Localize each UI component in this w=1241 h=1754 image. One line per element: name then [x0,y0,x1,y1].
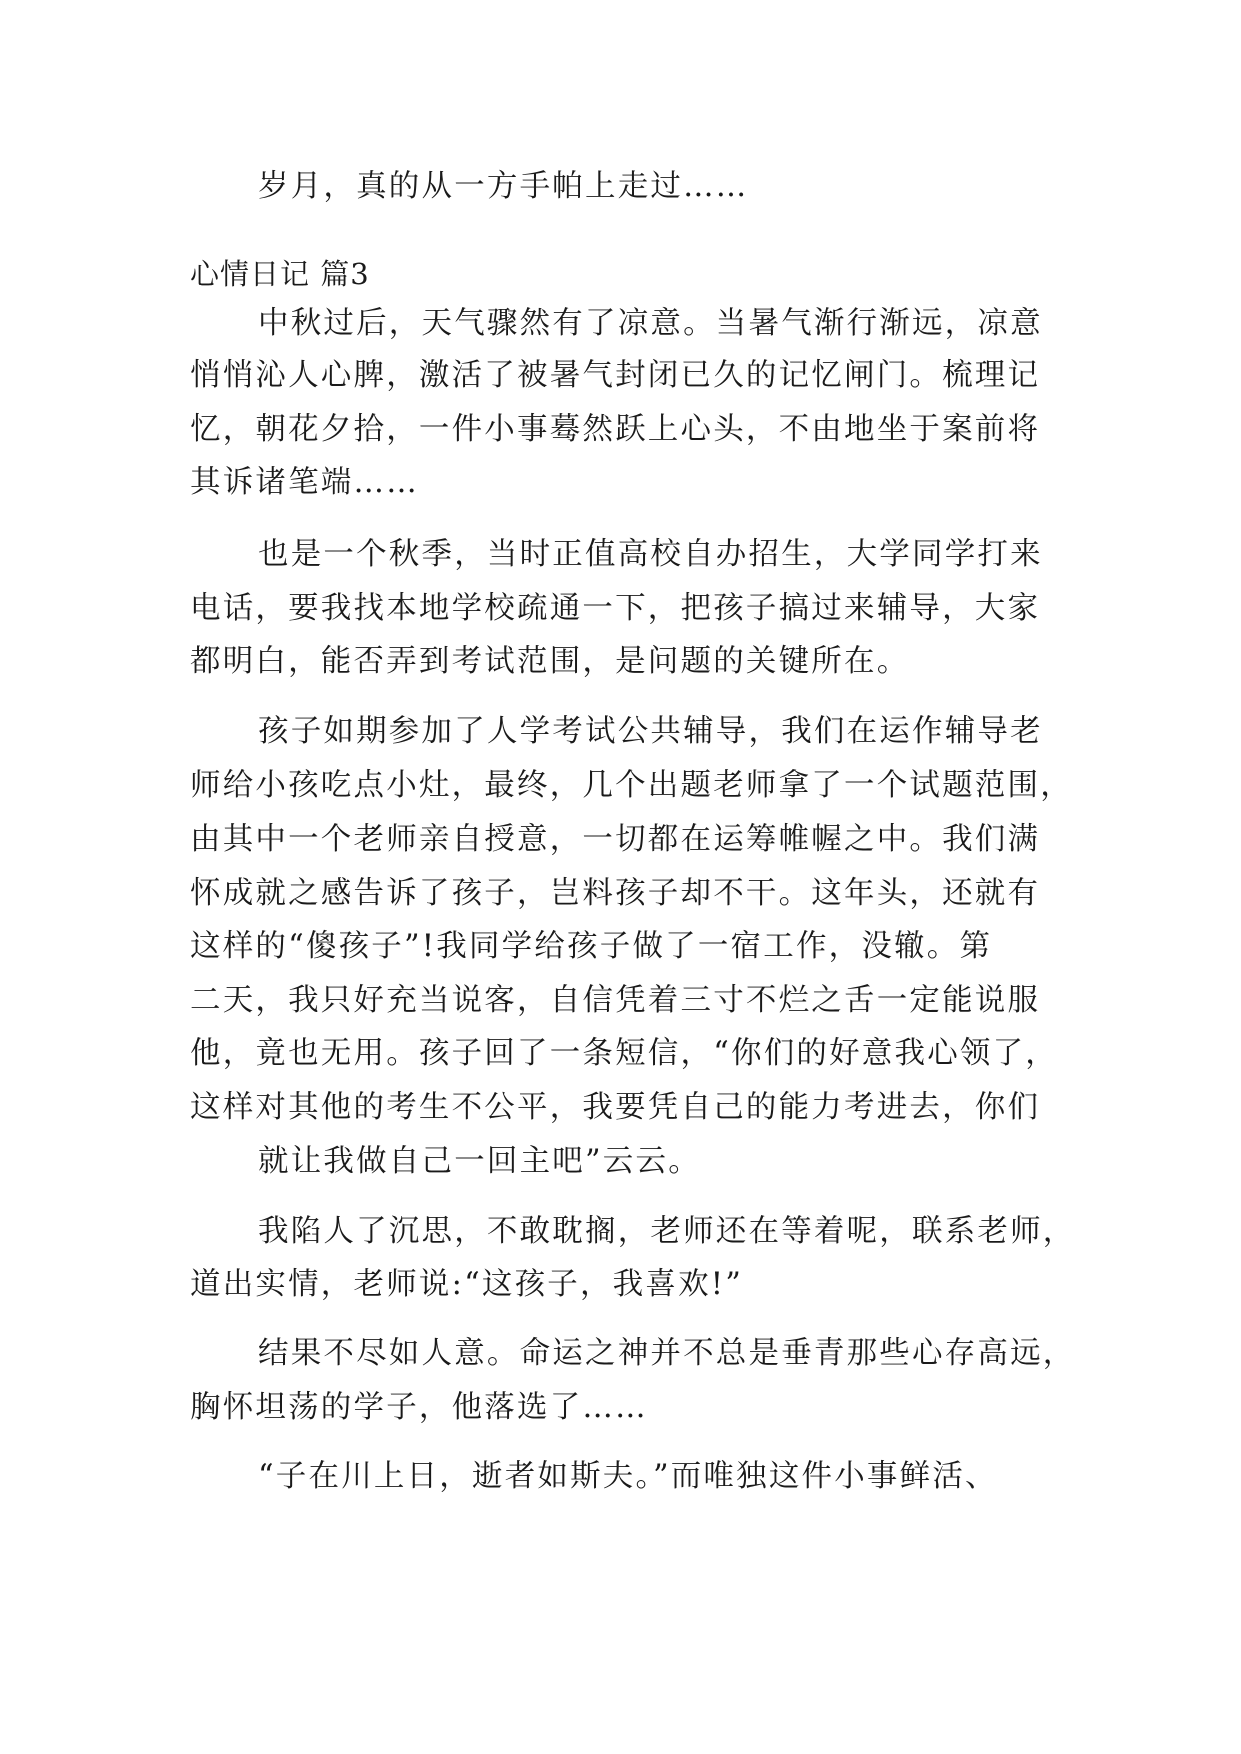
text-line: 他，竟也无用。孩子回了一条短信，“你们的好意我心领了， [190,1036,1058,1071]
text-line: 胸怀坦荡的学子，他落选了…… [190,1390,648,1425]
text-line: 道出实情，老师说:“这孩子，我喜欢!” [190,1267,744,1302]
text-line: 中秋过后，天气骤然有了凉意。当暑气渐行渐远，凉意 [258,306,1043,341]
text-line: 都明白，能否弄到考试范围，是问题的关键所在。 [190,644,910,679]
text-line: 电话，要我找本地学校疏通一下，把孩子搞过来辅导，大家 [190,591,1041,626]
text-line: 由其中一个老师亲自授意，一切都在运筹帷幄之中。我们满 [190,822,1041,857]
text-line: “子在川上日，逝者如斯夫。”而唯独这件小事鲜活、 [258,1459,998,1494]
text-line: 我陷人了沉思，不敢耽搁，老师还在等着呢，联系老师， [258,1214,1076,1249]
text-line: 就让我做自己一回主吧”云云。 [258,1144,701,1179]
text-line: 这样对其他的考生不公平，我要凭自己的能力考进去，你们 [190,1090,1041,1125]
text-line: 悄悄沁人心脾，激活了被暑气封闭已久的记忆闸门。梳理记 [190,358,1041,393]
text-line: 孩子如期参加了人学考试公共辅导，我们在运作辅导老 [258,714,1043,749]
text-line: 怀成就之感告诉了孩子，岂料孩子却不干。这年头，还就有 [190,876,1041,911]
text-line: 其诉诸笔端…… [190,465,419,500]
text-line: 这样的“傻孩子”!我同学给孩子做了一宿工作，没辙。第 [190,929,993,964]
section-heading: 心情日记 篇3 [190,257,370,291]
text-line: 师给小孩吃点小灶，最终，几个出题老师拿了一个试题范围， [190,768,1073,803]
text-line: 结果不尽如人意。命运之神并不总是垂青那些心存高远， [258,1336,1076,1371]
text-line: 忆，朝花夕拾，一件小事蓦然跃上心头，不由地坐于案前将 [190,412,1041,447]
opening-line: 岁月，真的从一方手帕上走过…… [258,169,749,204]
text-line: 也是一个秋季，当时正值高校自办招生，大学同学打来 [258,537,1043,572]
text-line: 二天，我只好充当说客，自信凭着三寸不烂之舌一定能说服 [190,983,1041,1018]
